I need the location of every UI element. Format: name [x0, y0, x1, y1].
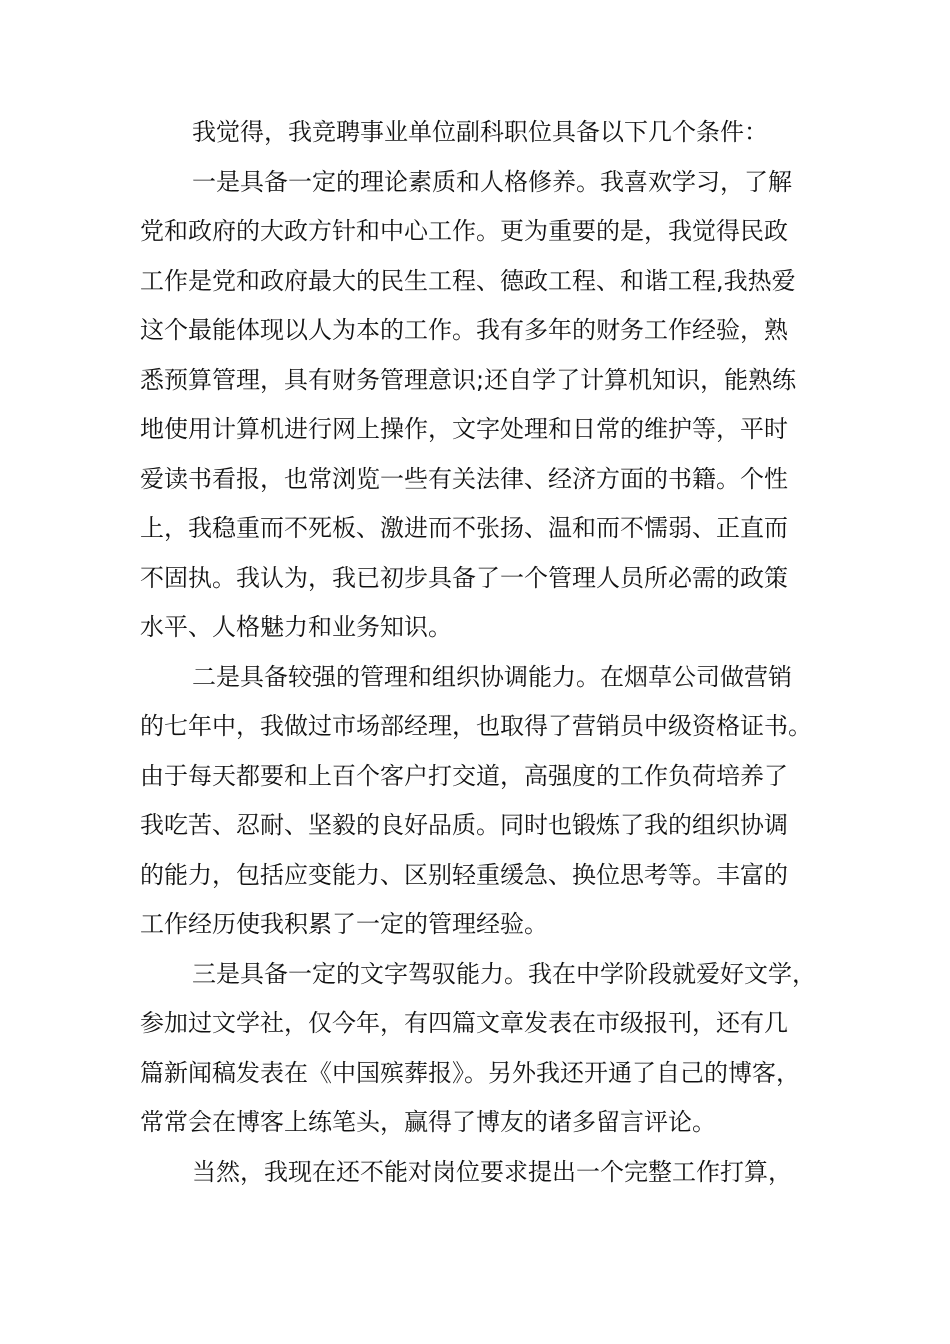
- text-line: 上，我稳重而不死板、激进而不张扬、温和而不懦弱、正直而: [140, 514, 788, 542]
- text-line: 地使用计算机进行网上操作，文字处理和日常的维护等，平时: [140, 415, 788, 443]
- text-line: 常常会在博客上练笔头，赢得了博友的诸多留言评论。: [140, 1108, 716, 1136]
- text-line: 爱读书看报，也常浏览一些有关法律、经济方面的书籍。个性: [140, 464, 788, 493]
- text-line: 水平、人格魅力和业务知识。: [140, 613, 452, 641]
- text-line: 三是具备一定的文字驾驭能力。我在中学阶段就爱好文学，: [192, 959, 816, 988]
- text-line: 当然，我现在还不能对岗位要求提出一个完整工作打算，: [192, 1157, 792, 1186]
- text-line: 不固执。我认为，我已初步具备了一个管理人员所必需的政策: [140, 563, 788, 592]
- document-body: [140, 108, 820, 1197]
- text-line: 一是具备一定的理论素质和人格修养。我喜欢学习，了解: [192, 167, 792, 196]
- text-line: 这个最能体现以人为本的工作。我有多年的财务工作经验，熟: [140, 316, 788, 344]
- text-line: 工作经历使我积累了一定的管理经验。: [140, 910, 548, 938]
- text-line: 参加过文学社，仅今年，有四篇文章发表在市级报刊，还有几: [140, 1009, 788, 1037]
- paragraph-management: [140, 653, 820, 950]
- text-line: 的能力，包括应变能力、区别轻重缓急、换位思考等。丰富的: [140, 860, 788, 889]
- text-line: 党和政府的大政方针和中心工作。更为重要的是，我觉得民政: [140, 217, 788, 245]
- paragraph-intro: [140, 108, 820, 158]
- text-line: 悉预算管理，具有财务管理意识;还自学了计算机知识，能熟练: [140, 365, 797, 394]
- text-line: 篇新闻稿发表在《中国殡葬报》。另外我还开通了自己的博客，: [140, 1058, 800, 1087]
- text-line: 二是具备较强的管理和组织协调能力。在烟草公司做营销: [192, 662, 792, 691]
- text-line: 我觉得，我竞聘事业单位副科职位具备以下几个条件：: [192, 118, 768, 146]
- paragraph-writing: [140, 950, 820, 1148]
- paragraph-theory: [140, 158, 820, 653]
- text-line: 的七年中，我做过市场部经理，也取得了营销员中级资格证书。: [140, 712, 812, 740]
- text-line: 由于每天都要和上百个客户打交道，高强度的工作负荷培养了: [140, 761, 788, 790]
- text-line: 我吃苦、忍耐、坚毅的良好品质。同时也锻炼了我的组织协调: [140, 811, 788, 839]
- text-line: 工作是党和政府最大的民生工程、德政工程、和谐工程,我热爱: [140, 266, 796, 295]
- paragraph-closing: [140, 1148, 820, 1198]
